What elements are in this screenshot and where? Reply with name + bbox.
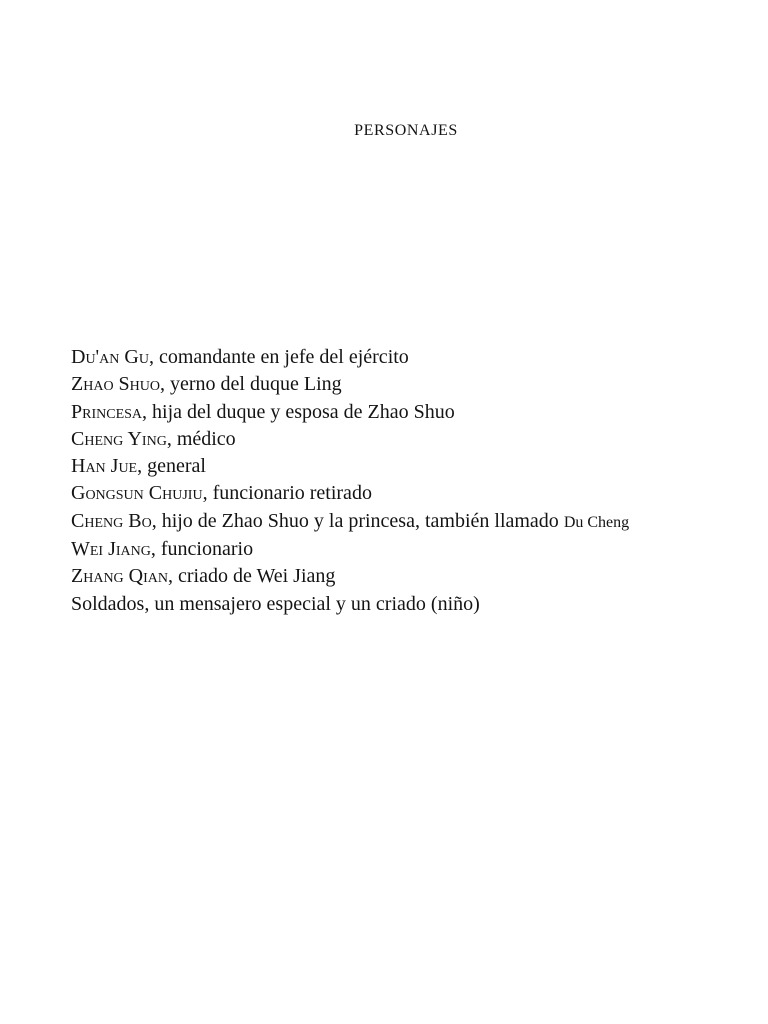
extras-text: Soldados, un mensajero especial y un criado (niño) <box>71 592 480 615</box>
character-name: Wei Jiang <box>71 538 151 561</box>
character-name: Zhang Qian <box>71 565 168 588</box>
alias-text: Du Cheng <box>563 513 630 531</box>
list-item <box>71 371 739 398</box>
character-description: , general <box>137 455 206 478</box>
character-description: , médico <box>166 427 236 450</box>
character-name: Cheng Bo <box>71 509 152 532</box>
list-item <box>71 399 739 426</box>
character-alias <box>564 514 629 531</box>
list-item-extras <box>71 591 739 618</box>
character-name: Gongsun Chujiu <box>71 482 203 505</box>
character-name: Du'an Gu <box>71 346 149 368</box>
list-item <box>71 344 739 371</box>
character-list <box>71 344 739 618</box>
character-description: , yerno del duque Ling <box>160 373 342 396</box>
character-description: , funcionario <box>150 538 254 561</box>
character-name: Cheng Ying <box>71 427 167 450</box>
character-name: Han Jue <box>71 455 138 478</box>
page-title: PERSONAJES <box>354 122 458 139</box>
character-description: , funcionario retirado <box>202 482 372 505</box>
character-description: , comandante en jefe del ejército <box>148 346 409 368</box>
list-item <box>71 563 739 590</box>
character-description: , hija del duque y esposa de Zhao Shuo <box>142 400 455 423</box>
list-item <box>71 453 739 480</box>
character-name: Zhao Shuo <box>71 373 161 396</box>
list-item <box>71 426 739 453</box>
character-description: , hijo de Zhao Shuo y la princesa, también llamado <box>151 509 559 532</box>
character-description: , criado de Wei Jiang <box>167 565 336 588</box>
list-item <box>71 480 739 507</box>
character-name: Princesa <box>71 400 143 423</box>
list-item <box>71 508 739 536</box>
list-item <box>71 536 739 563</box>
